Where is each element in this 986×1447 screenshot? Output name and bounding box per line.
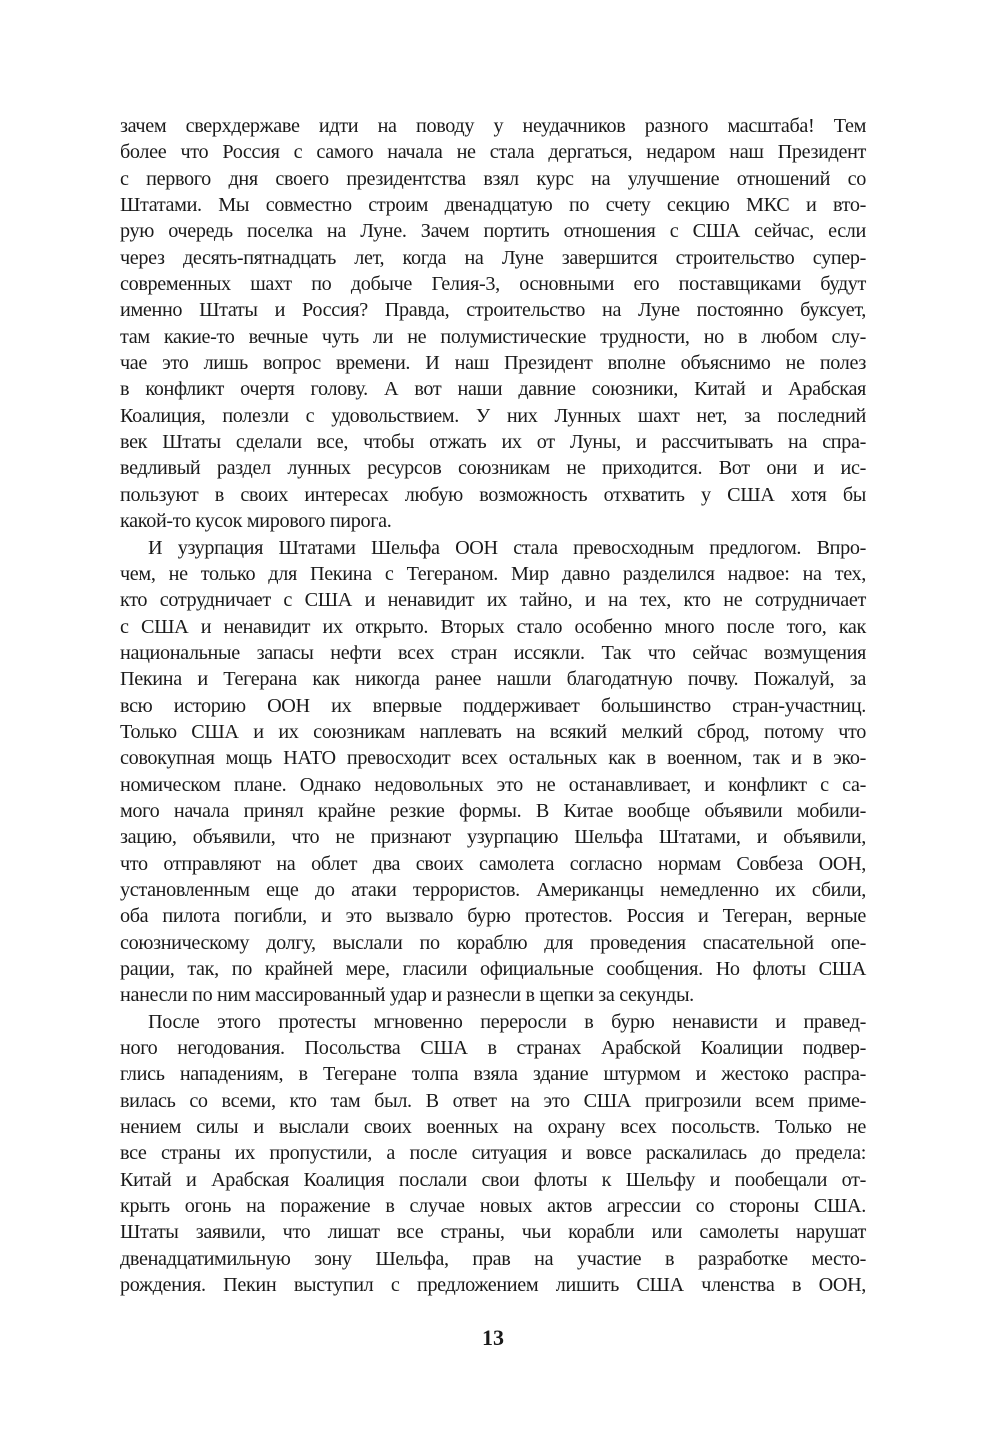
text-line: вилась со всеми, кто там был. В ответ на это США пригрозили всем приме-: [120, 1089, 866, 1112]
text-line: там какие-то вечные чуть ли не полумистические трудности, но в любом слу-: [120, 325, 866, 348]
text-line: Штаты заявили, что лишат все страны, чьи корабли или самолеты нарушат: [120, 1221, 866, 1244]
text-line: век Штаты сделали все, чтобы отжать их от Луны, и рассчитывать на спра-: [120, 431, 866, 454]
text-line: с первого дня своего президентства взял курс на улучшение отношений со: [120, 167, 866, 190]
text-line: современных шахт по добыче Гелия-3, основными его поставщиками будут: [120, 273, 866, 296]
text-line: именно Штаты и Россия? Правда, строительство на Луне постоянно буксует,: [120, 299, 866, 322]
text-line: с США и ненавидит их открыто. Вторых стало особенно много после того, как: [120, 615, 866, 638]
text-line: зачем сверхдержаве идти на поводу у неудачников разного масштаба! Тем: [120, 115, 866, 137]
text-line: в конфликт очертя голову. А вот наши давние союзники, Китай и Арабская: [120, 378, 866, 401]
text-line: более что Россия с самого начала не стала дергаться, недаром наш Президент: [120, 141, 866, 164]
text-line: ведливый раздел лунных ресурсов союзникам не приходится. Вот они и ис-: [120, 457, 866, 480]
text-line: глись нападениям, в Тегеране толпа взяла здание штурмом и жестоко распра-: [120, 1063, 866, 1086]
text-line: союзническому долгу, выслали по кораблю для проведения спасательной опе-: [120, 931, 866, 954]
text-line: установленным еще до атаки террористов. Американцы немедленно их сбили,: [120, 878, 866, 901]
text-line: Штатами. Мы совместно строим двенадцатую по счету секцию МКС и вто-: [120, 194, 866, 217]
text-line: национальные запасы нефти всех стран иссякли. Так что сейчас возмущения: [120, 641, 866, 664]
text-line: чае это лишь вопрос времени. И наш Президент вполне объяснимо не полез: [120, 352, 866, 375]
page-number: 13: [482, 1325, 504, 1350]
paragraph-1: [120, 113, 866, 535]
text-line: Пекина и Тегерана как никогда ранее нашли благодатную почву. Пожалуй, за: [120, 668, 866, 691]
text-line: Коалиция, полезли с удовольствием. У них Лунных шахт нет, за последний: [120, 404, 866, 427]
text-line: И узурпация Штатами Шельфа ООН стала превосходным предлогом. Впро-: [148, 536, 866, 559]
paragraph-3: [120, 1009, 866, 1299]
text-line: какой-то кусок мирового пирога.: [120, 510, 392, 533]
text-line: всю историю ООН их впервые поддерживает большинство стран-участниц.: [120, 694, 866, 717]
text-line: кто сотрудничает с США и ненавидит их тайно, и на тех, кто не сотрудничает: [120, 589, 866, 612]
body-text: [120, 113, 866, 1298]
text-line: оба пилота погибли, и это вызвало бурю протестов. Россия и Тегеран, верные: [120, 905, 866, 928]
text-line: мого начала принял крайне резкие формы. В Китае вообще объявили мобили-: [120, 799, 866, 822]
text-line: Только США и их союзникам наплевать на всякий мелкий сброд, потому что: [120, 720, 866, 743]
text-line: двенадцатимильную зону Шельфа, прав на участие в разработке место-: [120, 1247, 866, 1270]
text-line: После этого протесты мгновенно переросли в бурю ненависти и правед-: [148, 1010, 866, 1033]
paragraph-2: [120, 535, 866, 1009]
text-line: номическом плане. Однако недовольных это не останавливает, и конфликт с са-: [120, 773, 866, 796]
text-line: что отправляют на облет два своих самолета согласно нормам Совбеза ООН,: [120, 852, 866, 875]
text-line: рождения. Пекин выступил с предложением лишить США членства в ООН,: [120, 1274, 866, 1297]
text-line: совокупная мощь НАТО превосходит всех остальных как в военном, так и в эко-: [120, 747, 866, 770]
text-line: зацию, объявили, что не признают узурпацию Шельфа Штатами, и объявили,: [120, 826, 866, 849]
text-line: через десять-пятнадцать лет, когда на Луне завершится строительство супер-: [120, 246, 866, 269]
text-line: крыть огонь на поражение в случае новых актов агрессии со стороны США.: [120, 1195, 866, 1218]
text-line: нанесли по ним массированный удар и разнесли в щепки за секунды.: [120, 984, 694, 1007]
text-line: ного негодования. Посольства США в странах Арабской Коалиции подвер-: [120, 1037, 866, 1060]
text-line: рации, так, по крайней мере, гласили официальные сообщения. Но флоты США: [120, 958, 866, 980]
text-line: Китай и Арабская Коалиция послали свои флоты к Шельфу и пообещали от-: [120, 1168, 866, 1191]
text-line: все страны их пропустили, а после ситуация и вовсе раскалилась до предела:: [120, 1142, 866, 1165]
text-line: рую очередь поселка на Луне. Зачем портить отношения с США сейчас, если: [120, 220, 866, 243]
text-line: чем, не только для Пекина с Тегераном. Мир давно разделился надвое: на тех,: [120, 562, 866, 585]
text-line: нением силы и выслали своих военных на охрану всех посольств. Только не: [120, 1116, 866, 1139]
text-line: пользуют в своих интересах любую возможность отхватить у США хотя бы: [120, 483, 866, 506]
